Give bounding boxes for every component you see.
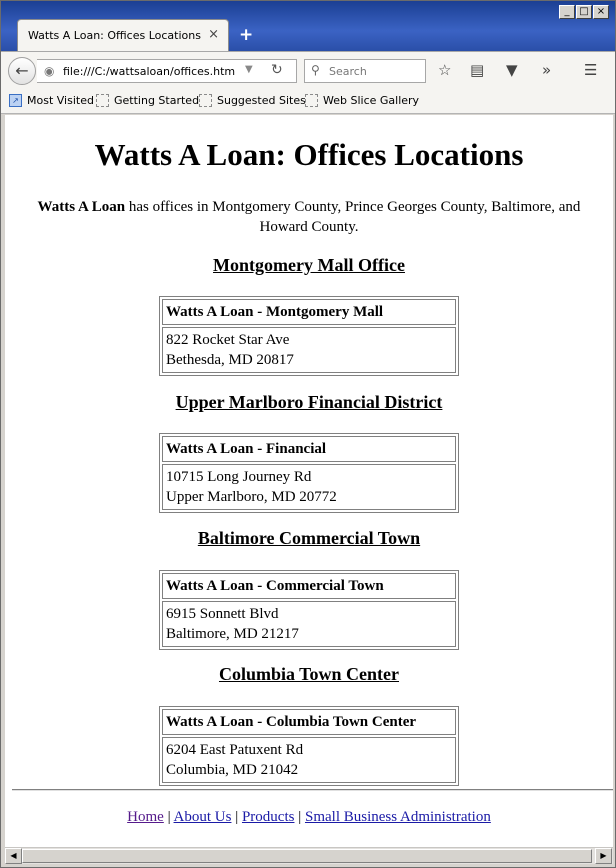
tab-active[interactable] xyxy=(17,19,229,51)
url-dropdown-icon[interactable]: ▼ xyxy=(245,64,253,75)
footer-separator: | xyxy=(235,809,239,825)
minimize-button[interactable]: _ xyxy=(559,5,575,19)
title-bar xyxy=(1,1,615,51)
office-street: 10715 Long Journey Rd xyxy=(166,469,312,485)
office-name: Watts A Loan - Columbia Town Center xyxy=(162,709,456,735)
globe-icon: ◉ xyxy=(44,64,55,78)
bookmark-web-slice-gallery[interactable] xyxy=(305,94,419,107)
menu-icon[interactable]: ☰ xyxy=(584,61,598,79)
scroll-left-icon[interactable]: ◀ xyxy=(5,848,22,864)
maximize-button[interactable]: □ xyxy=(576,5,592,19)
pocket-icon[interactable]: ▼ xyxy=(506,61,518,79)
intro-text xyxy=(15,197,603,237)
tab-title: Watts A Loan: Offices Locations xyxy=(28,29,201,42)
overflow-chevron-icon[interactable]: » xyxy=(542,61,552,79)
footer-separator: | xyxy=(167,809,171,825)
back-button[interactable] xyxy=(8,57,36,85)
office-name: Watts A Loan - Montgomery Mall xyxy=(162,299,456,325)
footer-link-home[interactable]: Home xyxy=(127,809,164,825)
office-address xyxy=(162,737,456,783)
office-city: Baltimore, MD 21217 xyxy=(166,626,299,642)
office-address xyxy=(162,464,456,510)
footer-link-about-us[interactable]: About Us xyxy=(173,809,232,825)
url-text[interactable]: file:///C:/wattsaloan/offices.htm xyxy=(63,65,236,78)
address-bar[interactable] xyxy=(37,59,297,83)
page-content xyxy=(5,115,613,847)
office-table xyxy=(159,433,459,513)
bookmark-label: Most Visited xyxy=(27,94,94,107)
office-table xyxy=(159,296,459,376)
office-street: 6204 East Patuxent Rd xyxy=(166,742,304,758)
bookmark-star-icon[interactable]: ☆ xyxy=(438,61,452,79)
horizontal-rule xyxy=(12,789,613,791)
back-arrow-icon: ← xyxy=(15,61,29,80)
horizontal-scrollbar[interactable] xyxy=(5,847,613,864)
office-table xyxy=(159,570,459,650)
page-title: Watts A Loan: Offices Locations xyxy=(94,137,524,172)
navigation-toolbar xyxy=(1,51,615,89)
office-heading: Columbia Town Center xyxy=(218,664,400,684)
bookmark-label: Web Slice Gallery xyxy=(323,94,420,107)
intro-rest: has offices in Montgomery County, Prince Georges County, Baltimore, and Howard County. xyxy=(125,199,581,235)
scroll-thumb[interactable] xyxy=(22,849,592,863)
scroll-right-icon[interactable]: ▶ xyxy=(595,848,612,864)
close-window-button[interactable]: × xyxy=(593,5,609,19)
new-tab-button[interactable]: + xyxy=(239,25,254,45)
office-street: 822 Rocket Star Ave xyxy=(166,332,290,348)
office-name: Watts A Loan - Financial xyxy=(162,436,456,462)
bookmark-label: Getting Started xyxy=(114,94,200,107)
office-name: Watts A Loan - Commercial Town xyxy=(162,573,456,599)
footer-link-products[interactable]: Products xyxy=(241,809,295,825)
window-controls xyxy=(559,5,609,19)
office-heading: Montgomery Mall Office xyxy=(213,255,405,275)
bookmark-most-visited[interactable] xyxy=(9,94,94,107)
footer-separator: | xyxy=(298,809,302,825)
most-visited-icon: ↗ xyxy=(9,94,22,107)
bookmarks-toolbar xyxy=(1,89,615,114)
office-city: Bethesda, MD 20817 xyxy=(166,352,294,368)
bookmark-page-icon xyxy=(96,94,109,107)
footer-link-sba[interactable]: Small Business Administration xyxy=(304,809,491,825)
footer-nav xyxy=(5,809,613,826)
office-city: Upper Marlboro, MD 20772 xyxy=(166,489,337,505)
office-street: 6915 Sonnett Blvd xyxy=(166,606,279,622)
bookmark-page-icon xyxy=(305,94,318,107)
office-city: Columbia, MD 21042 xyxy=(166,762,299,778)
search-placeholder: Search xyxy=(329,65,367,78)
reading-list-icon[interactable]: ▤ xyxy=(470,61,485,79)
office-address xyxy=(162,327,456,373)
tab-close-icon[interactable]: × xyxy=(208,27,219,42)
search-icon: ⚲ xyxy=(311,63,320,77)
office-address xyxy=(162,601,456,647)
search-input[interactable] xyxy=(304,59,426,83)
bookmark-label: Suggested Sites xyxy=(217,94,306,107)
office-heading: Baltimore Commercial Town xyxy=(197,528,421,548)
office-heading: Upper Marlboro Financial District xyxy=(175,392,443,412)
bookmark-getting-started[interactable] xyxy=(96,94,199,107)
office-table xyxy=(159,706,459,786)
bookmark-page-icon xyxy=(199,94,212,107)
intro-brand: Watts A Loan xyxy=(37,199,126,215)
bookmark-suggested-sites[interactable] xyxy=(199,94,306,107)
reload-icon[interactable]: ↻ xyxy=(271,62,283,78)
